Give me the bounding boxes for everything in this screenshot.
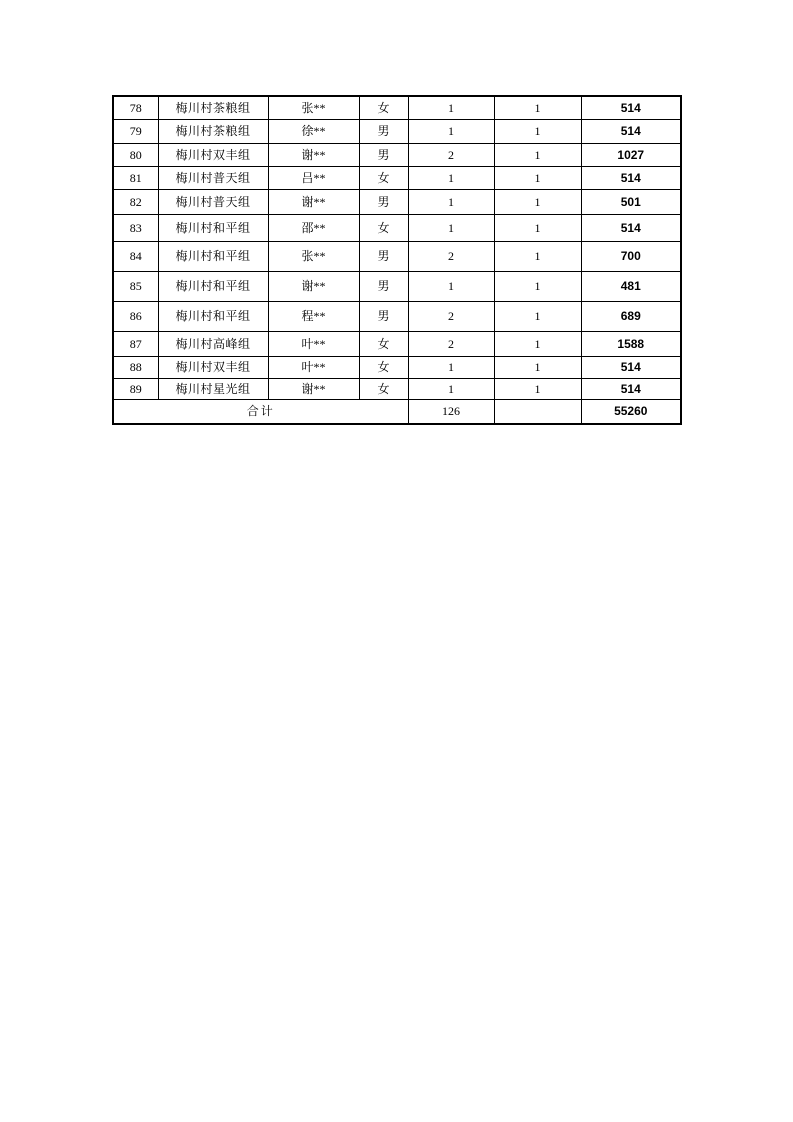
- cell-gender: 女: [359, 331, 408, 356]
- cell-num2: 1: [494, 214, 581, 241]
- cell-name: 邵**: [268, 214, 359, 241]
- table-total-row: [113, 399, 681, 424]
- cell-num1: 2: [408, 241, 494, 271]
- cell-num2: 1: [494, 331, 581, 356]
- table-row: [113, 378, 681, 399]
- total-amount: 55260: [581, 399, 681, 424]
- cell-num2: 1: [494, 143, 581, 166]
- cell-group: 梅川村双丰组: [158, 143, 268, 166]
- cell-name: 谢**: [268, 189, 359, 214]
- cell-num1: 1: [408, 119, 494, 143]
- cell-amount: 1588: [581, 331, 681, 356]
- cell-row-number: 87: [113, 331, 158, 356]
- cell-row-number: 83: [113, 214, 158, 241]
- table-row: [113, 96, 681, 119]
- cell-num1: 2: [408, 301, 494, 331]
- cell-num2: 1: [494, 96, 581, 119]
- table-row: [113, 166, 681, 189]
- cell-group: 梅川村茶粮组: [158, 119, 268, 143]
- cell-amount: 1027: [581, 143, 681, 166]
- cell-num2: 1: [494, 241, 581, 271]
- cell-gender: 女: [359, 356, 408, 378]
- cell-group: 梅川村双丰组: [158, 356, 268, 378]
- cell-row-number: 84: [113, 241, 158, 271]
- cell-group: 梅川村和平组: [158, 214, 268, 241]
- cell-row-number: 79: [113, 119, 158, 143]
- cell-name: 徐**: [268, 119, 359, 143]
- cell-group: 梅川村星光组: [158, 378, 268, 399]
- cell-amount: 514: [581, 214, 681, 241]
- cell-num1: 1: [408, 96, 494, 119]
- cell-amount: 481: [581, 271, 681, 301]
- cell-gender: 女: [359, 378, 408, 399]
- table-row: [113, 119, 681, 143]
- cell-num1: 2: [408, 331, 494, 356]
- cell-gender: 女: [359, 96, 408, 119]
- cell-num1: 1: [408, 214, 494, 241]
- cell-row-number: 81: [113, 166, 158, 189]
- cell-num2: 1: [494, 166, 581, 189]
- cell-amount: 514: [581, 166, 681, 189]
- cell-amount: 689: [581, 301, 681, 331]
- cell-name: 程**: [268, 301, 359, 331]
- cell-gender: 男: [359, 241, 408, 271]
- cell-num2: 1: [494, 356, 581, 378]
- table-body: [113, 96, 681, 424]
- cell-name: 谢**: [268, 143, 359, 166]
- cell-row-number: 78: [113, 96, 158, 119]
- cell-num2: 1: [494, 271, 581, 301]
- cell-group: 梅川村普天组: [158, 189, 268, 214]
- cell-group: 梅川村高峰组: [158, 331, 268, 356]
- cell-amount: 514: [581, 96, 681, 119]
- table-row: [113, 189, 681, 214]
- cell-group: 梅川村普天组: [158, 166, 268, 189]
- cell-name: 谢**: [268, 378, 359, 399]
- cell-name: 张**: [268, 96, 359, 119]
- table-row: [113, 143, 681, 166]
- cell-row-number: 80: [113, 143, 158, 166]
- table-row: [113, 214, 681, 241]
- cell-row-number: 89: [113, 378, 158, 399]
- total-label: 合计: [113, 399, 408, 424]
- cell-row-number: 82: [113, 189, 158, 214]
- cell-num2: 1: [494, 189, 581, 214]
- cell-name: 张**: [268, 241, 359, 271]
- cell-row-number: 86: [113, 301, 158, 331]
- cell-num1: 1: [408, 166, 494, 189]
- cell-name: 吕**: [268, 166, 359, 189]
- cell-row-number: 85: [113, 271, 158, 301]
- cell-group: 梅川村和平组: [158, 241, 268, 271]
- cell-group: 梅川村和平组: [158, 271, 268, 301]
- total-num2: [494, 399, 581, 424]
- cell-amount: 514: [581, 119, 681, 143]
- table-row: [113, 331, 681, 356]
- total-num1: 126: [408, 399, 494, 424]
- cell-num2: 1: [494, 378, 581, 399]
- table-row: [113, 241, 681, 271]
- cell-gender: 男: [359, 301, 408, 331]
- cell-amount: 514: [581, 356, 681, 378]
- table-row: [113, 301, 681, 331]
- data-table: [112, 95, 682, 425]
- table-row: [113, 356, 681, 378]
- cell-group: 梅川村茶粮组: [158, 96, 268, 119]
- table-row: [113, 271, 681, 301]
- cell-num1: 1: [408, 378, 494, 399]
- cell-num1: 1: [408, 356, 494, 378]
- cell-num1: 1: [408, 271, 494, 301]
- cell-amount: 700: [581, 241, 681, 271]
- cell-num1: 1: [408, 189, 494, 214]
- cell-gender: 女: [359, 214, 408, 241]
- cell-gender: 男: [359, 119, 408, 143]
- cell-amount: 501: [581, 189, 681, 214]
- cell-num1: 2: [408, 143, 494, 166]
- cell-num2: 1: [494, 301, 581, 331]
- cell-name: 叶**: [268, 331, 359, 356]
- cell-gender: 女: [359, 166, 408, 189]
- cell-gender: 男: [359, 271, 408, 301]
- cell-gender: 男: [359, 143, 408, 166]
- cell-name: 谢**: [268, 271, 359, 301]
- cell-name: 叶**: [268, 356, 359, 378]
- cell-num2: 1: [494, 119, 581, 143]
- cell-row-number: 88: [113, 356, 158, 378]
- cell-amount: 514: [581, 378, 681, 399]
- cell-gender: 男: [359, 189, 408, 214]
- cell-group: 梅川村和平组: [158, 301, 268, 331]
